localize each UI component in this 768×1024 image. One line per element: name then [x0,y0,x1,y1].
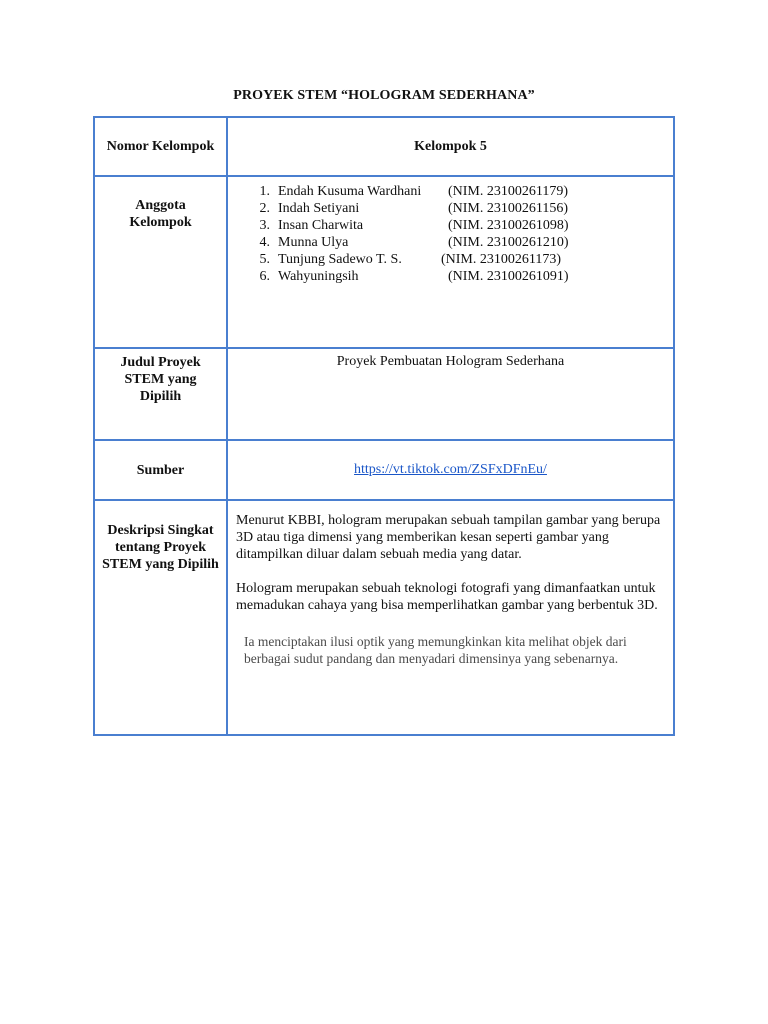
label-anggota-kelompok-cell [94,176,227,348]
description-paragraph: Ia menciptakan ilusi optik yang memungkinkan kita melihat objek dari berbagai sudut pandang dan menyadari dimensinya yang sebenarnya. [244,634,627,666]
member-nim: (NIM. 23100261156) [448,201,569,216]
member-number: 3. [259,218,270,233]
label-anggota-kelompok: Anggota Kelompok [129,198,192,230]
label-judul-proyek: Judul Proyek STEM yang Dipilih [120,354,201,404]
member-name: Endah Kusuma Wardhani [278,184,422,199]
value-deskripsi-cell [227,500,674,735]
member-number: 4. [259,235,270,250]
member-number: 2. [259,201,270,216]
row-deskripsi [94,500,674,735]
member-name: Wahyuningsih [278,269,359,284]
member-nim: (NIM. 23100261098) [448,218,569,233]
description-paragraph: Hologram merupakan sebuah teknologi fotografi yang dimanfaatkan untuk memadukan cahaya yang bisa memperlihatkan gambar yang berbentuk 3D. [236,581,658,613]
member-item [244,217,673,234]
member-item [244,268,673,285]
member-number: 5. [259,252,270,267]
project-table [93,116,675,736]
value-judul-proyek: Proyek Pembuatan Hologram Sederhana [336,354,565,369]
source-link[interactable]: https://vt.tiktok.com/ZSFxDFnEu/ [354,462,547,477]
member-list [244,183,673,285]
value-anggota-kelompok [227,176,674,348]
page-title: PROYEK STEM “HOLOGRAM SEDERHANA” [233,88,535,103]
value-judul-proyek-cell [227,348,674,440]
member-name: Munna Ulya [278,235,349,250]
description-paragraph: Menurut KBBI, hologram merupakan sebuah tampilan gambar yang berupa 3D atau tiga dimensi yang memberikan kesan seperti gambar yang ditampilkan diluar dalam sebuah media yang datar. [236,513,661,562]
label-sumber: Sumber [94,440,227,500]
member-nim: (NIM. 23100261179) [448,184,569,199]
member-item [244,200,673,217]
member-number: 1. [259,184,270,199]
label-nomor-kelompok: Nomor Kelompok [94,117,227,176]
row-judul-proyek [94,348,674,440]
row-nomor-kelompok [94,117,674,176]
row-anggota-kelompok [94,176,674,348]
member-nim: (NIM. 23100261210) [448,235,569,250]
member-nim: (NIM. 23100261173) [441,252,562,267]
label-judul-proyek-cell [94,348,227,440]
value-nomor-kelompok: Kelompok 5 [227,117,674,176]
member-name: Tunjung Sadewo T. S. [278,252,402,267]
value-sumber-cell [227,440,674,500]
label-deskripsi-cell [94,500,227,735]
member-item [244,251,673,268]
member-item [244,183,673,200]
member-item [244,234,673,251]
row-sumber [94,440,674,500]
label-deskripsi: Deskripsi Singkat tentang Proyek STEM yang Dipilih [102,523,219,572]
member-name: Indah Setiyani [278,201,360,216]
member-number: 6. [259,269,270,284]
member-name: Insan Charwita [278,218,364,233]
member-nim: (NIM. 23100261091) [448,269,569,284]
